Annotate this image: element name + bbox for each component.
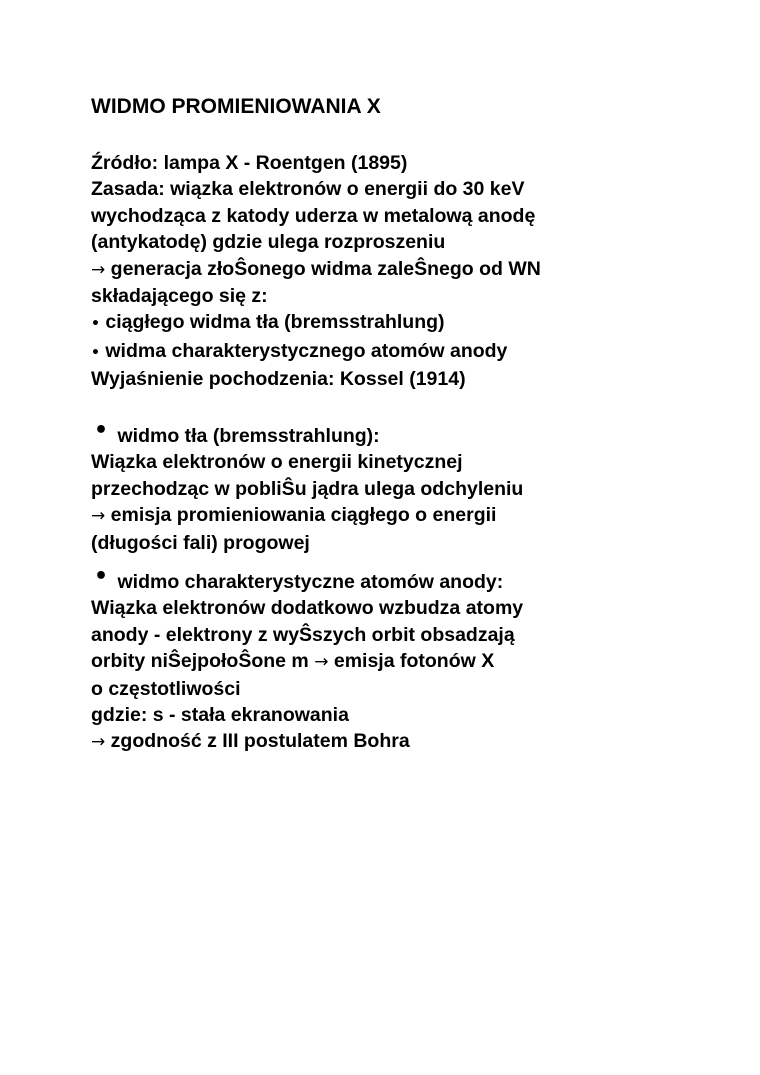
- line-text: zgodność z III postulatem Bohra: [105, 730, 410, 753]
- text-line: Wiązka elektronów o energii kinetycznej: [91, 451, 463, 474]
- section-heading: [94, 564, 523, 595]
- arrow-right-icon: →: [91, 732, 106, 753]
- arrow-right-icon: →: [91, 259, 106, 280]
- text-line: Wiązka elektronów dodatkowo wzbudza atomy: [91, 597, 524, 620]
- list-item: [91, 309, 541, 337]
- bullet-icon: •: [91, 344, 100, 361]
- list-item: [91, 338, 541, 366]
- text-line: (długości fali) progowej: [91, 531, 310, 554]
- section-heading: [94, 418, 523, 449]
- text-line: (antykatodę) gdzie ulega rozproszeniu: [91, 231, 446, 254]
- list-item-text: widma charakterystycznego atomów anody: [99, 339, 508, 362]
- principle-line: Zasada: wiązka elektronów o energii do 30 keV: [91, 178, 525, 201]
- text-line: [91, 728, 523, 755]
- arrow-right-icon: →: [91, 506, 106, 527]
- bullet-icon: •: [91, 316, 100, 333]
- arrow-right-icon: →: [314, 652, 329, 673]
- source-line: Źródło: lampa X - Roentgen (1895): [91, 152, 408, 174]
- text-line: [91, 502, 523, 529]
- section-heading-text: widmo tła (bremsstrahlung):: [117, 425, 380, 447]
- bullet-icon: •: [94, 418, 109, 443]
- intro-block: [91, 150, 541, 393]
- text-line: o częstotliwości: [91, 677, 241, 700]
- list-item-text: ciągłego widma tła (bremsstrahlung): [99, 311, 445, 334]
- text-line: wychodząca z katody uderza w metalową anodę: [91, 204, 536, 227]
- text-line: [91, 256, 541, 283]
- text-line: gdzie: s - stała ekranowania: [91, 704, 349, 727]
- section-bremsstrahlung: [91, 418, 524, 556]
- line-text: emisja fotonów X: [328, 650, 495, 673]
- section-characteristic: [91, 564, 524, 756]
- text-line: anody - elektrony z wyŜszych orbit obsadzają: [91, 623, 515, 646]
- text-line: przechodząc w pobliŜu jądra ulega odchyleniu: [91, 477, 524, 500]
- line-text: orbity niŜejpołoŜone m: [91, 650, 315, 673]
- text-line: składającego się z:: [91, 285, 268, 308]
- text-line: Wyjaśnienie pochodzenia: Kossel (1914): [91, 368, 466, 391]
- page-title: WIDMO PROMIENIOWANIA X: [91, 95, 381, 118]
- text-line: [91, 648, 523, 675]
- bullet-icon: •: [94, 564, 109, 589]
- line-text: generacja złoŜonego widma zaleŜnego od WN: [105, 257, 541, 280]
- section-heading-text: widmo charakterystyczne atomów anody:: [117, 571, 504, 593]
- line-text: emisja promieniowania ciągłego o energii: [105, 504, 497, 527]
